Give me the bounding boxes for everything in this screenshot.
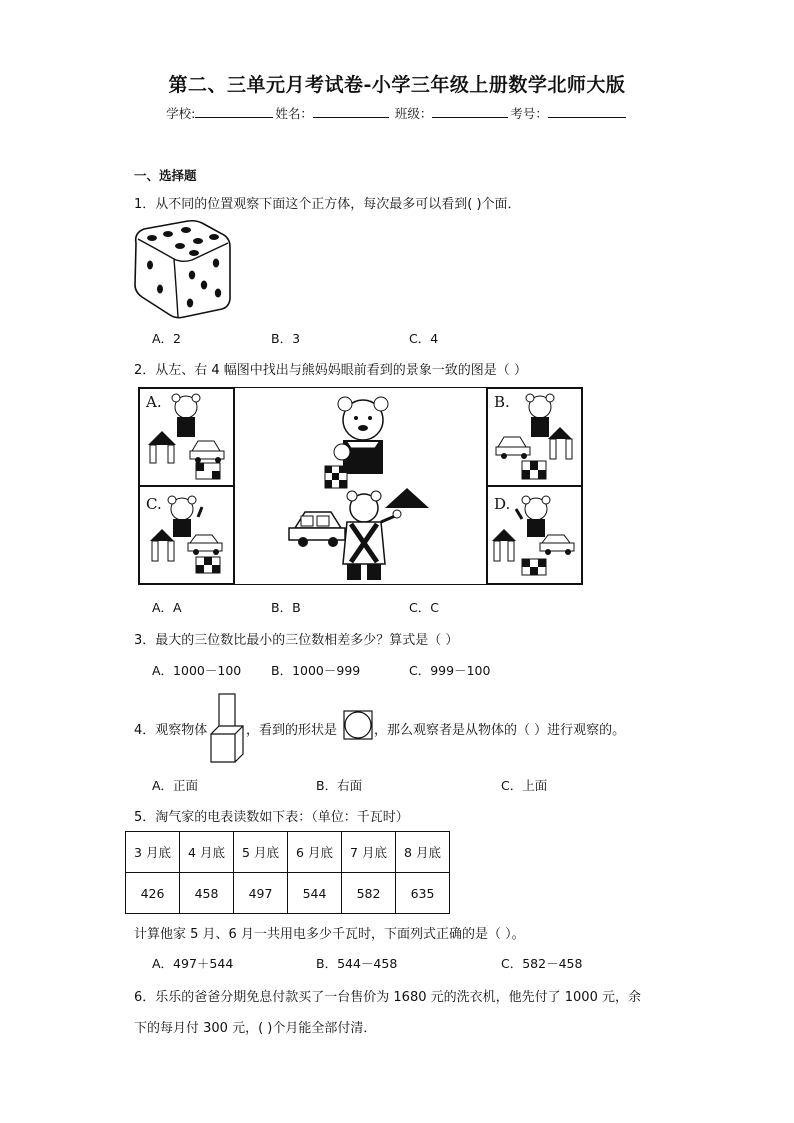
question-2-text: 2．从左、右 4 幅图中找出与熊妈妈眼前看到的景象一致的图是（ ） <box>134 363 527 378</box>
q5-option-a[interactable]: A．497＋544 <box>152 956 234 971</box>
panel-b-label: B. <box>494 393 510 411</box>
panel-c <box>139 486 234 584</box>
panel-a-label: A. <box>146 393 162 411</box>
cylinder-on-cube-image <box>210 692 244 766</box>
panel-a <box>139 388 234 486</box>
question-6-line-2: 下的每月付 300 元，( )个月能全部付清． <box>134 1021 377 1036</box>
table-header-cell: 5 月底 <box>234 832 288 873</box>
panel-d <box>487 486 582 584</box>
q1-option-c[interactable]: C．4 <box>409 331 439 346</box>
table-value-cell: 582 <box>342 873 396 914</box>
q4-option-c[interactable]: C．上面 <box>501 778 548 793</box>
student-info-line <box>0 104 794 122</box>
q1-option-b[interactable]: B．3 <box>271 331 301 346</box>
panel-d-label: D. <box>494 495 511 513</box>
circle-in-square-icon <box>343 710 373 740</box>
school-blank[interactable] <box>195 105 273 118</box>
electricity-meter-table <box>125 831 450 914</box>
question-3-text: 3．最大的三位数比最小的三位数相差多少？算式是（ ） <box>134 633 459 648</box>
table-value-cell: 635 <box>396 873 450 914</box>
table-header-cell: 6 月底 <box>288 832 342 873</box>
table-header-cell: 7 月底 <box>342 832 396 873</box>
name-blank[interactable] <box>313 105 389 118</box>
q5-option-b[interactable]: B．544－458 <box>316 956 398 971</box>
q4-option-a[interactable]: A．正面 <box>152 778 199 793</box>
dice-image <box>130 215 234 321</box>
table-header-cell: 3 月底 <box>126 832 180 873</box>
q2-option-c[interactable]: C．C <box>409 600 439 615</box>
table-value-cell: 426 <box>126 873 180 914</box>
q4-option-b[interactable]: B．右面 <box>316 778 363 793</box>
question-4-text-c: ，那么观察者是从物体的（ ）进行观察的。 <box>374 723 626 738</box>
class-label: 班级： <box>394 106 433 121</box>
question-6-line-1: 6．乐乐的爸爸分期免息付款买了一台售价为 1680 元的洗衣机，他先付了 1000 元，余 <box>134 990 641 1005</box>
q5-option-c[interactable]: C．582－458 <box>501 956 583 971</box>
panel-c-label: C. <box>146 495 162 513</box>
table-value-cell: 497 <box>234 873 288 914</box>
page-title: 第二、三单元月考试卷-小学三年级上册数学北师大版 <box>168 74 626 96</box>
school-label: 学校: <box>166 106 196 121</box>
question-4-text-a: 4．观察物体 <box>134 723 208 738</box>
q3-option-a[interactable]: A．1000－100 <box>152 663 242 678</box>
q2-option-a[interactable]: A．A <box>152 600 182 615</box>
name-label: 姓名： <box>275 106 313 121</box>
section-title: 一、选择题 <box>134 168 197 183</box>
q1-option-a[interactable]: A．2 <box>152 331 182 346</box>
q3-option-b[interactable]: B．1000－999 <box>271 663 361 678</box>
question-5-followup: 计算他家 5 月、6 月一共用电多少千瓦时，下面列式正确的是（ ）。 <box>134 927 525 942</box>
table-value-cell: 458 <box>180 873 234 914</box>
class-blank[interactable] <box>432 105 508 118</box>
number-label: 考号： <box>510 106 548 121</box>
bear-scene-figure <box>138 387 583 585</box>
center-panel-bear-mother <box>234 388 487 584</box>
table-value-cell: 544 <box>288 873 342 914</box>
table-header-cell: 8 月底 <box>396 832 450 873</box>
number-blank[interactable] <box>548 105 626 118</box>
table-header-cell: 4 月底 <box>180 832 234 873</box>
q3-option-c[interactable]: C．999－100 <box>409 663 491 678</box>
panel-b <box>487 388 582 486</box>
q2-option-b[interactable]: B．B <box>271 600 301 615</box>
question-4-text-b: ，看到的形状是 <box>246 723 338 738</box>
question-5-text: 5．淘气家的电表读数如下表：（单位：千瓦时） <box>134 810 409 825</box>
question-1-text: 1．从不同的位置观察下面这个正方体，每次最多可以看到( )个面． <box>134 197 521 212</box>
